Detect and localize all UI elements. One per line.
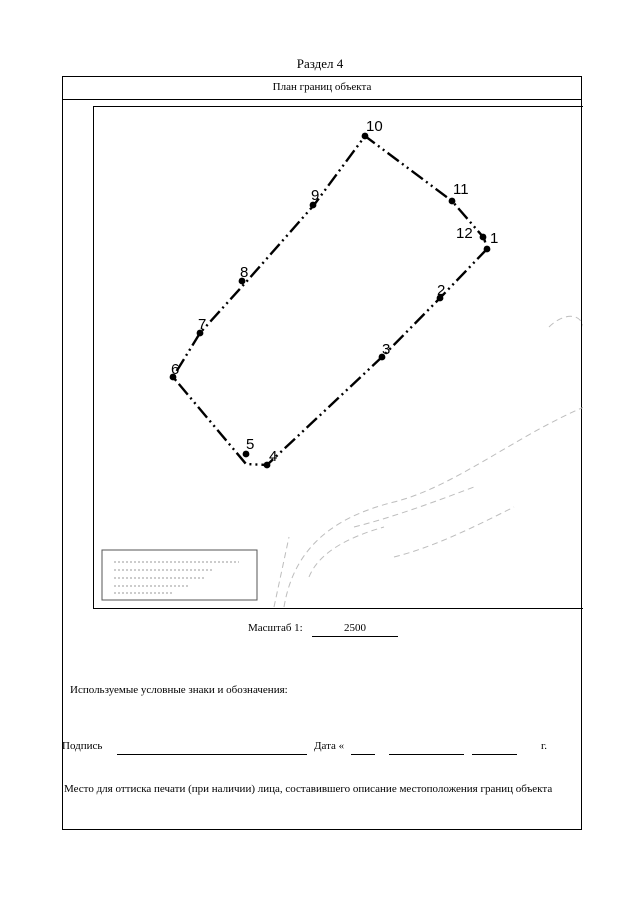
year-label: г. [541,740,548,752]
signature-line[interactable] [117,740,307,755]
scale-label: Масштаб 1: [248,622,303,634]
boundary-map [93,106,583,609]
map-drawing [94,107,583,609]
signature-label: Подпись [62,740,103,752]
date-month-line[interactable] [389,740,464,755]
point-label-9: 9 [311,187,320,204]
section-title: Раздел 4 [296,56,344,71]
boundary-point-12 [480,234,487,241]
date-label: Дата « [314,740,345,752]
point-label-7: 7 [198,316,207,333]
point-label-12: 12 [456,225,473,242]
point-label-11: 11 [453,181,469,198]
point-label-3: 3 [382,341,391,358]
legend-box [102,550,257,600]
legend-caption: Используемые условные знаки и обозначения: [70,684,288,696]
point-label-8: 8 [240,264,249,281]
point-label-10: 10 [366,118,383,135]
stamp-text: Место для оттиска печати (при наличии) лица, составившего описание местоположения границ объекта [64,783,553,795]
boundary-point-11 [449,198,456,205]
point-label-4: 4 [269,448,278,465]
point-label-6: 6 [171,361,180,378]
background-terrain [274,316,583,607]
plan-header: План границ объекта [62,76,582,100]
point-label-1: 1 [490,230,499,247]
scale-value: 2500 [312,622,398,637]
date-year-line[interactable] [472,740,517,755]
date-day-line[interactable] [351,740,375,755]
point-label-5: 5 [246,436,255,453]
point-label-2: 2 [437,282,446,299]
